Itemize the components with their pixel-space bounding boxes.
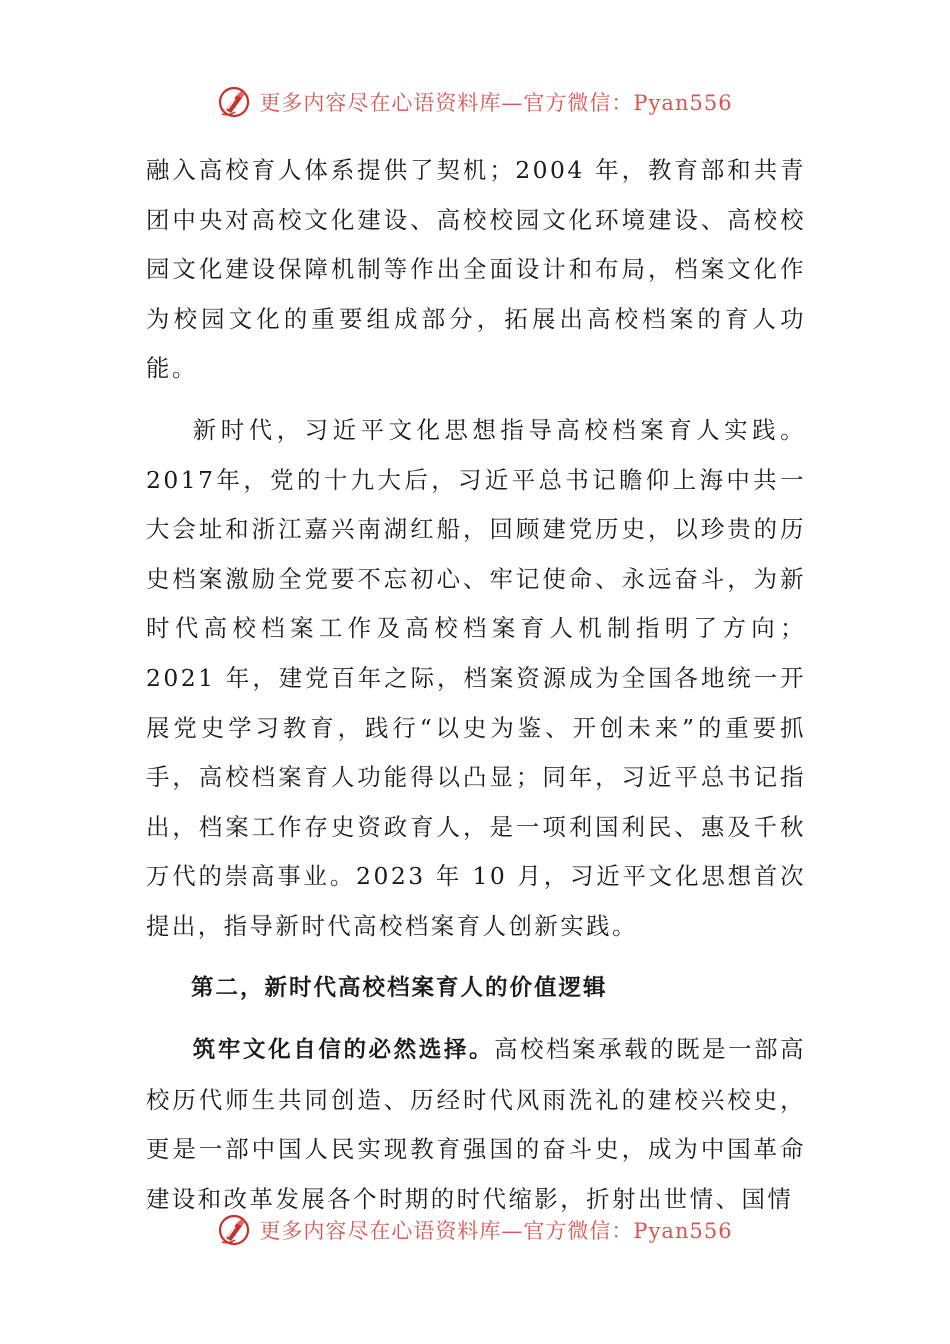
- header-watermark-text: 更多内容尽在心语资料库—官方微信：Pyan556: [259, 91, 733, 115]
- footer-watermark-text: 更多内容尽在心语资料库—官方微信：Pyan556: [259, 1219, 733, 1243]
- footer-watermark-banner: [0, 1210, 950, 1250]
- pen-nib-logo-icon: [217, 1213, 251, 1247]
- paragraph-cultural-confidence: [146, 1025, 806, 1224]
- paragraph-new-era: 新时代，习近平文化思想指导高校档案育人实践。2017年，党的十九大后，习近平总书记瞻仰上海中共一大会址和浙江嘉兴南湖红船，回顾建党历史，以珍贵的历史档案激励全党要不忘初心、牢记使命、永远奋斗，为新时代高校档案工作及高校档案育人机制指明了方向；2021 年，建党百年之际，档案资源成为全国各地统一开展党史学习教育，践行“以史为鉴、开创未来”的重要抓手，高校档案育人功能得以凸显；同年，习近平总书记指出，档案工作存史资政育人，是一项利国利民、惠及千秋万代的崇高事业。2023 年 10 月，习近平文化思想首次提出，指导新时代高校档案育人创新实践。: [146, 415, 806, 940]
- document-body: [146, 146, 806, 1224]
- paragraph-lead-bold: 筑牢文化自信的必然选择。: [192, 1037, 495, 1064]
- paragraph-body-text: 高校档案承载的既是一部高校历代师生共同创造、历经时代风雨洗礼的建校兴校史，更是一部中国人民实现教育强国的奋斗史，成为中国革命建设和改革发展各个时期的时代缩影，折射出世情、国情: [146, 1035, 806, 1213]
- section-heading: 第二，新时代高校档案育人的价值逻辑: [191, 974, 608, 1001]
- paragraph-continuation: 融入高校育人体系提供了契机；2004 年，教育部和共青团中央对高校文化建设、高校校园文化环境建设、高校校园文化建设保障机制等作出全面设计和布局，档案文化作为校园文化的重要组成部分，拓展出高校档案的育人功能。: [146, 156, 806, 383]
- header-watermark-banner: [0, 82, 950, 122]
- pen-nib-logo-icon: [217, 85, 251, 119]
